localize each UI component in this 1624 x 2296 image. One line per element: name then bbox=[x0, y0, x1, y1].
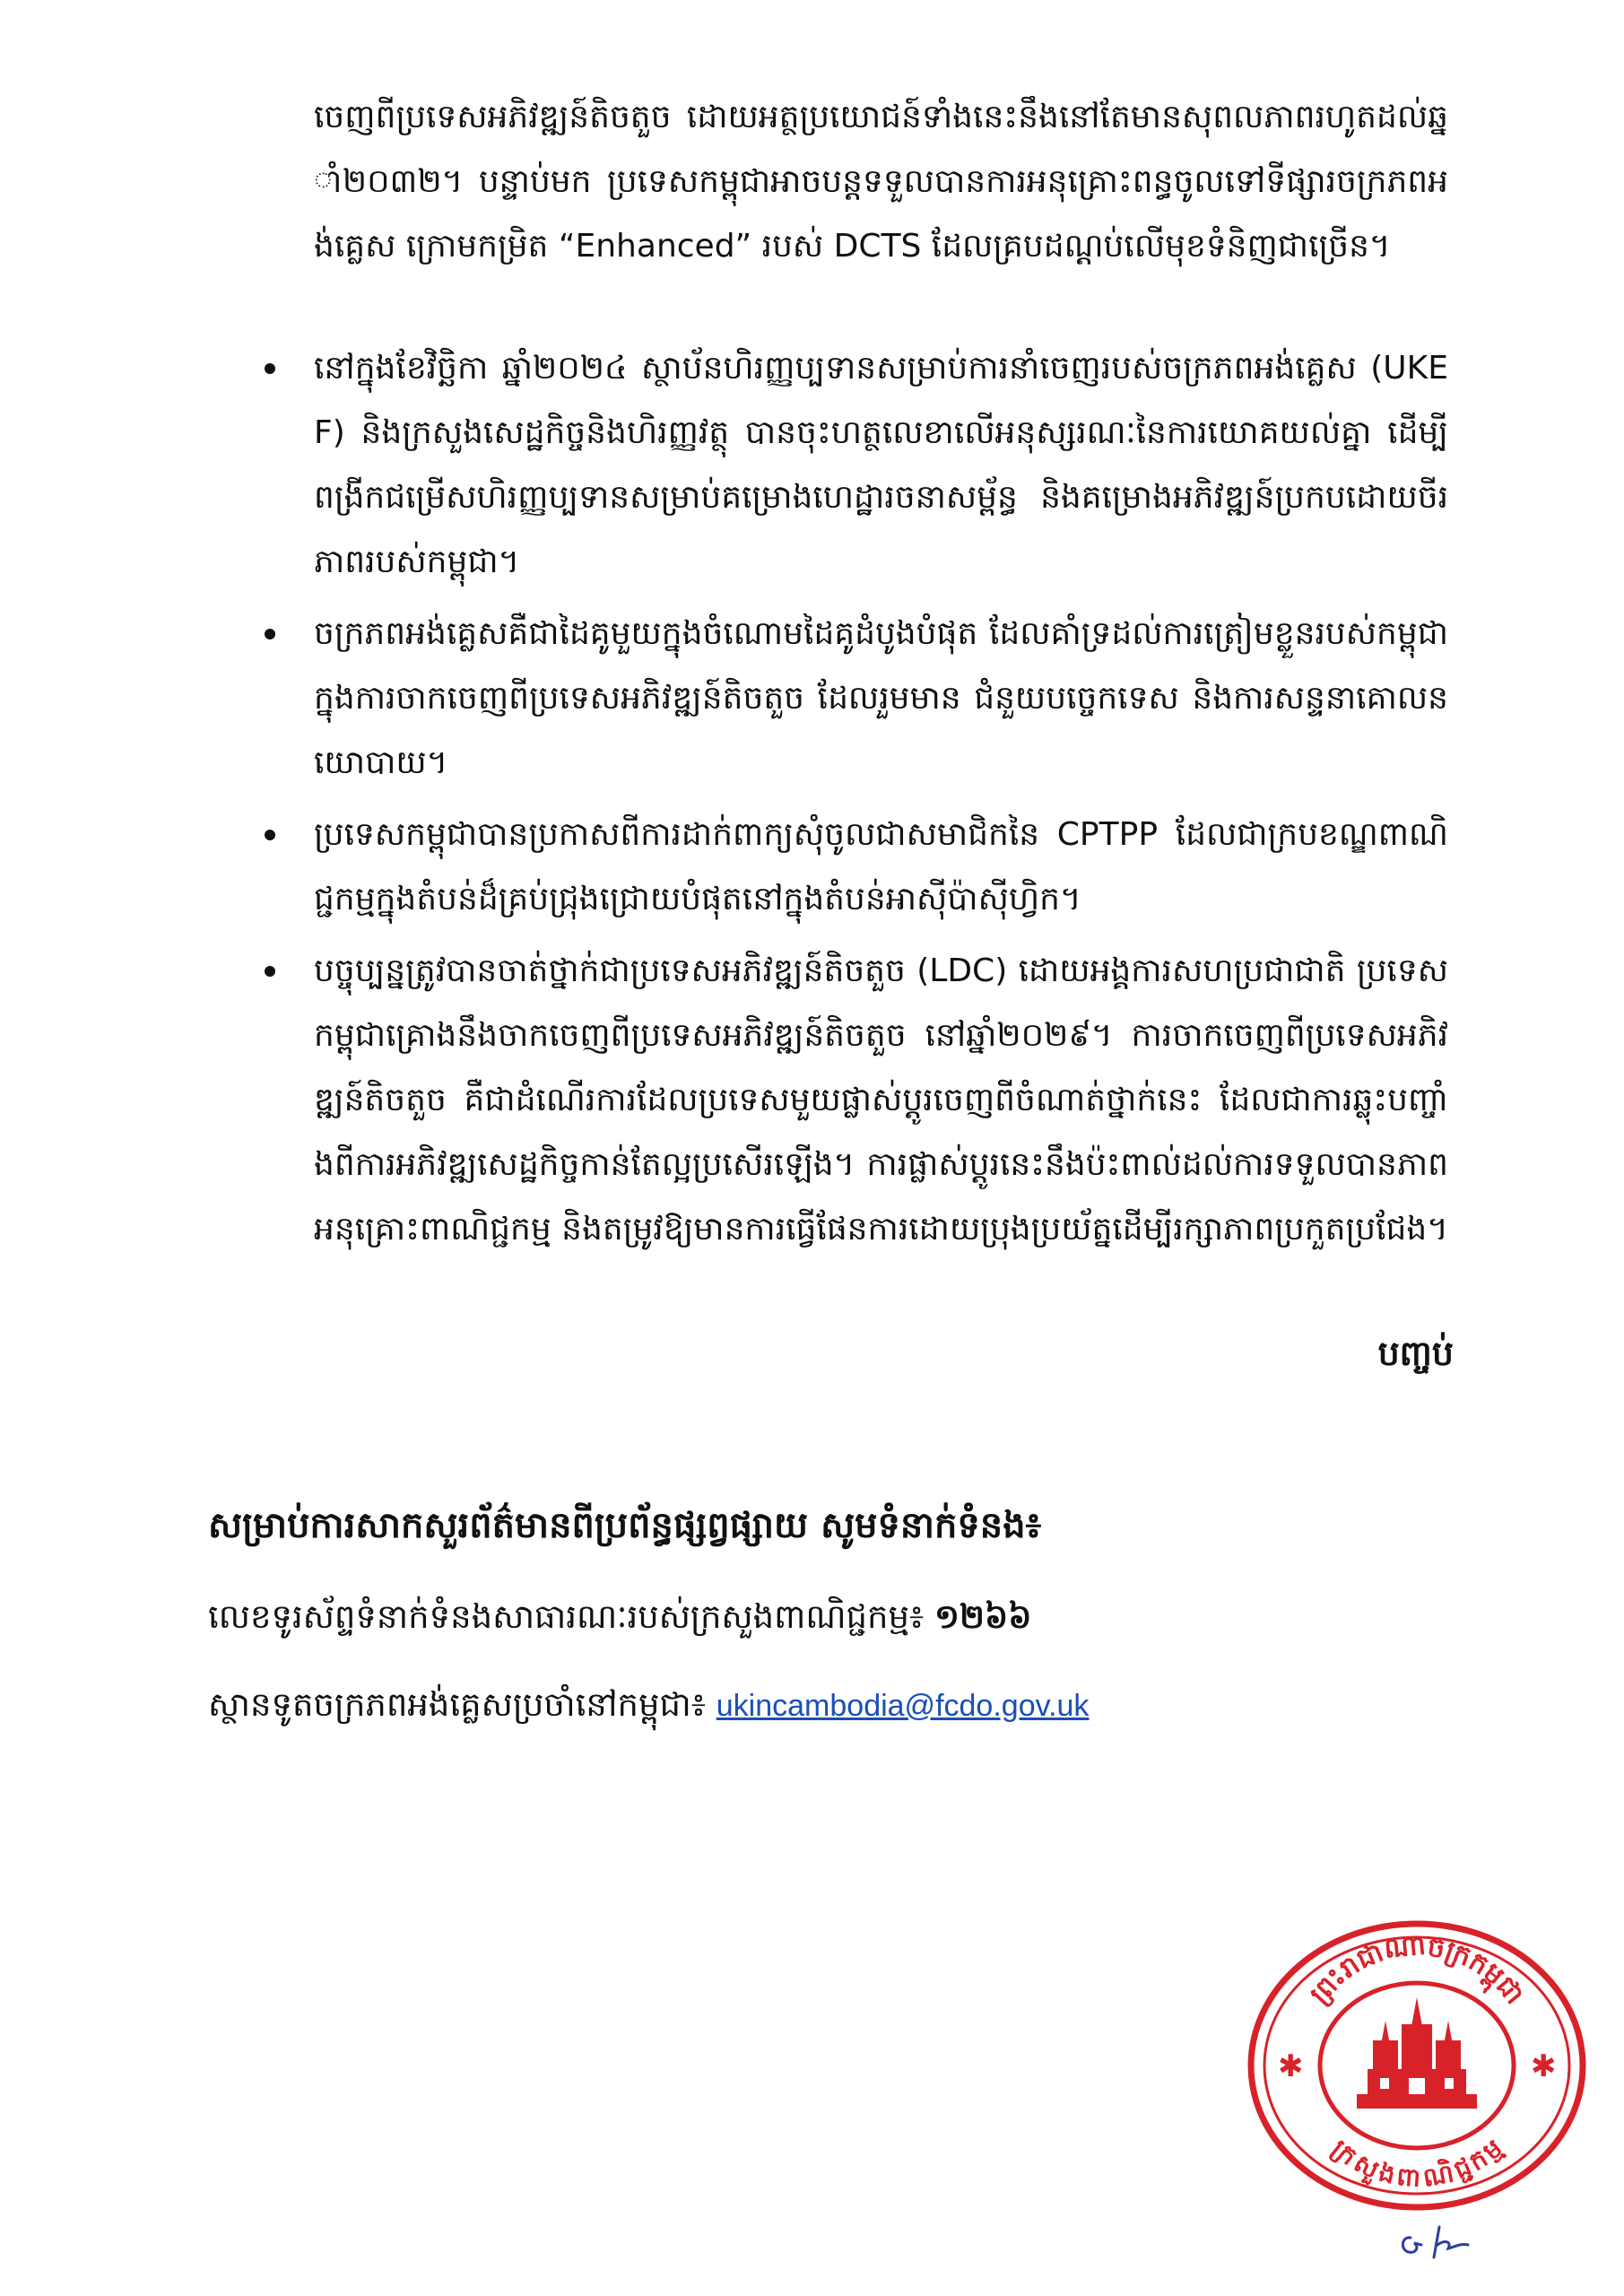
handwritten-initials-icon bbox=[1394, 2220, 1475, 2265]
bullet-dot-icon bbox=[265, 629, 275, 639]
bullet-item-uk-partner bbox=[314, 602, 1448, 796]
seal-star-right: ✱ bbox=[1531, 2048, 1557, 2084]
embassy-label: ស្ថានទូតចក្រភពអង់គ្លេសប្រចាំនៅកម្ពុជា៖ bbox=[208, 1685, 706, 1724]
phone-number: ១២៦៦ bbox=[934, 1597, 1032, 1636]
embassy-contact-line bbox=[208, 1684, 1089, 1733]
ministry-seal-icon bbox=[1242, 1915, 1592, 2211]
seal-star-left: ✱ bbox=[1278, 2048, 1304, 2084]
bullet-dot-icon bbox=[265, 966, 275, 977]
phone-contact-line bbox=[208, 1596, 1031, 1645]
bullet-text: បច្ចុប្បន្នត្រូវបានចាត់ថ្នាក់ជាប្រទេសអភិវឌ្ឍន៍តិចតួច (LDC) ដោយអង្គការសហប្រជាជាតិ ប្រទេសកម្ពុជាគ្រោងនឹងចាកចេញពីប្រទេសអភិវឌ្ឍន៍តិចតួច នៅឆ្នាំ២០២៩។ ការចាកចេញពីប្រទេសអភិវឌ្ឍន៍តិចតួច គឺជាដំណើរការដែលប្រទេសមួយផ្លាស់ប្តូរចេញពីចំណាត់ថ្នាក់នេះ ដែលជាការឆ្លុះបញ្ចាំងពីការអភិវឌ្ឍសេដ្ឋកិច្ចកាន់តែល្អប្រសើរឡើង។ ការផ្លាស់ប្តូរនេះនឹងប៉ះពាល់ដល់ការទទួលបានភាពអនុគ្រោះពាណិជ្ជកម្ម និងតម្រូវឱ្យមានការធ្វើផែនការដោយប្រុងប្រយ័ត្នដើម្បីរក្សាភាពប្រកួតប្រជែង។ bbox=[314, 952, 1448, 1248]
embassy-email-link[interactable]: ukincambodia@fcdo.gov.uk bbox=[716, 1689, 1090, 1723]
bullet-dot-icon bbox=[265, 830, 275, 840]
bullet-dot-icon bbox=[265, 363, 275, 374]
phone-label: លេខទូរស័ព្ទទំនាក់ទំនងសាធារណៈរបស់ក្រសួងពាណិជ្ជកម្ម៖ bbox=[208, 1597, 925, 1636]
bullet-list bbox=[314, 336, 1448, 1269]
media-contact-heading: សម្រាប់ការសាកសួរព័ត៌មានពីប្រព័ន្ធផ្សព្វផ្សាយ សូមទំនាក់ទំនង៖ bbox=[208, 1505, 1042, 1546]
bullet-item-cptpp bbox=[314, 803, 1448, 932]
bullet-text: នៅក្នុងខែវិច្ឆិកា ឆ្នាំ២០២៤ ស្ថាប័នហិរញ្ញប្បទានសម្រាប់ការនាំចេញរបស់ចក្រភពអង់គ្លេស (UKEF) និងក្រសួងសេដ្ឋកិច្ចនិងហិរញ្ញវត្ថុ បានចុះហត្ថលេខាលើអនុស្សរណៈនៃការយោគយល់គ្នា ដើម្បីពង្រីកជម្រើសហិរញ្ញប្បទានសម្រាប់គម្រោងហេដ្ឋារចនាសម្ព័ន្ធ និងគម្រោងអភិវឌ្ឍន៍ប្រកបដោយចីរភាពរបស់កម្ពុជា។ bbox=[314, 350, 1448, 580]
seal-top-text: ព្រះរាជាណាចក្រកម្ពុជា bbox=[1303, 1929, 1531, 2011]
bullet-item-ukef bbox=[314, 336, 1448, 595]
bullet-item-ldc bbox=[314, 939, 1448, 1262]
continued-paragraph: ចេញពីប្រទេសអភិវឌ្ឍន៍តិចតួច ដោយអត្ថប្រយោជន៍ទាំងនេះនឹងនៅតែមានសុពលភាពរហូតដល់ឆ្នាំ២០៣២។ បន្ទាប់មក ប្រទេសកម្ពុជាអាចបន្តទទួលបានការអនុគ្រោះពន្ធចូលទៅទីផ្សារចក្រភពអង់គ្លេស ក្រោមកម្រិត “Enhanced” របស់ DCTS ដែលគ្របដណ្តប់លើមុខទំនិញជាច្រើន។ bbox=[314, 99, 1448, 265]
end-mark: បញ្ចប់ bbox=[1377, 1334, 1454, 1373]
seal-bottom-text: ក្រសួងពាណិជ្ជកម្ម bbox=[1325, 2133, 1508, 2194]
bullet-text: ប្រទេសកម្ពុជាបានប្រកាសពីការដាក់ពាក្យសុំចូលជាសមាជិកនៃ CPTPP ដែលជាក្របខណ្ឌពាណិជ្ជកម្មក្នុងតំបន់ដ៏គ្រប់ជ្រុងជ្រោយបំផុតនៅក្នុងតំបន់អាស៊ីប៉ាស៊ីហ្វិក។ bbox=[314, 816, 1448, 918]
bullet-text: ចក្រភពអង់គ្លេសគឺជាដៃគូមួយក្នុងចំណោមដៃគូដំបូងបំផុត ដែលគាំទ្រដល់ការត្រៀមខ្លួនរបស់កម្ពុជា ក្នុងការចាកចេញពីប្រទេសអភិវឌ្ឍន៍តិចតួច ដែលរួមមាន ជំនួយបច្ចេកទេស និងការសន្ទនាគោលនយោបាយ។ bbox=[314, 615, 1448, 781]
